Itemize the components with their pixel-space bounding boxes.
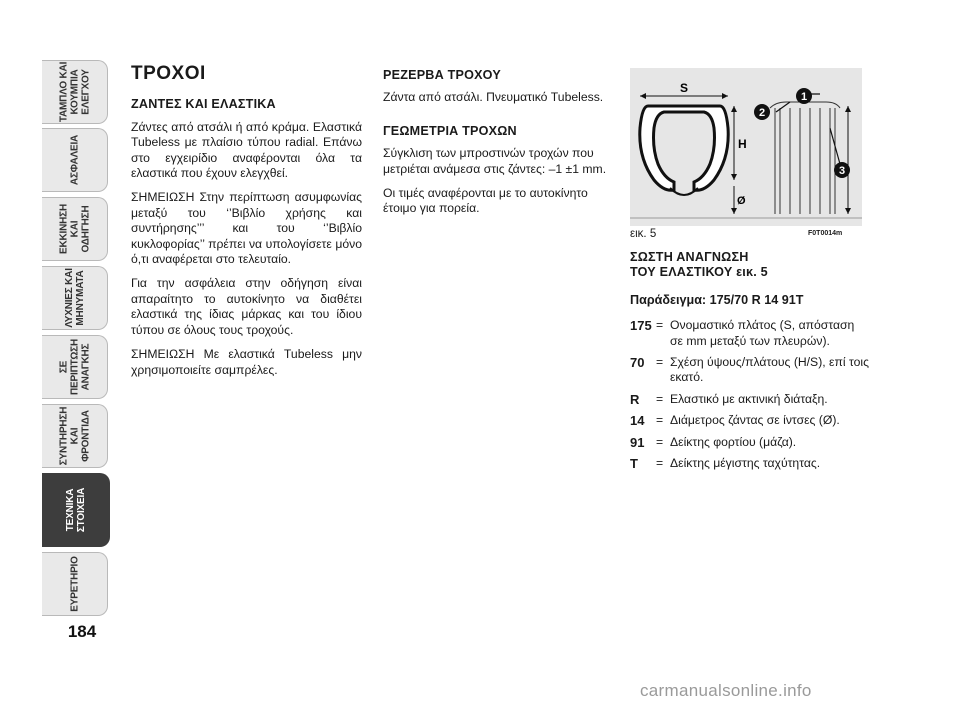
list-item [630, 435, 870, 450]
code-equals: = [656, 434, 664, 449]
paragraph: Οι τιμές αναφέρονται με το αυτοκίνητο έτοιμο για πορεία. [383, 186, 588, 216]
tab-index[interactable] [42, 552, 108, 616]
label-s: S [680, 81, 689, 95]
svg-text:2: 2 [758, 107, 766, 119]
code-key: 70 [630, 355, 645, 371]
heading-line-1: ΣΩΣΤΗ ΑΝΑΓΝΩΣΗ [630, 250, 749, 264]
code-key: T [630, 456, 638, 472]
code-description: Ελαστικό με ακτινική διάταξη. [670, 391, 828, 406]
code-key: 175 [630, 318, 652, 334]
tab-maintenance-care[interactable] [42, 404, 108, 468]
section-heading-tyre-reading [630, 250, 870, 281]
note-paragraph: ΣΗΜΕΙΩΣΗ Στην περίπτωση ασυμφωνίας μεταξύ του ‘’Βιβλίο χρήσης και συντήρησης’’’ και του ‘’Βιβλίο κυκλοφορίας’’ πρέπει να υπολογίσετε μόνο ό,τι αναφέρεται στο τελευταίο. [131, 190, 362, 267]
code-description: Σχέση ύψους/πλάτους (H/S), επί τοις εκατό. [670, 355, 869, 385]
code-key: 14 [630, 413, 645, 429]
tab-label: ΛΥΧΝΙΕΣ ΚΑΙ ΜΗΝΥΜΑΤΑ [63, 268, 86, 328]
code-equals: = [656, 391, 664, 406]
tab-lights-messages[interactable] [42, 266, 108, 330]
code-key: R [630, 391, 640, 407]
list-item [630, 355, 870, 386]
tab-safety[interactable] [42, 128, 108, 192]
page-number: 184 [67, 622, 97, 641]
tab-label: ΕΚΚΙΝΗΣΗ ΚΑΙ ΟΔΗΓΗΣΗ [58, 204, 91, 254]
tab-emergency[interactable] [42, 335, 108, 399]
tyre-diagram [630, 68, 862, 226]
code-equals: = [656, 456, 664, 471]
label-h: H [738, 137, 747, 151]
watermark: carmanualsonline.info [640, 681, 812, 700]
tab-label: ΑΣΦΑΛΕΙΑ [69, 134, 80, 186]
figure-code: F0T0014m [808, 230, 843, 237]
paragraph: Ζάντες από ατσάλι ή από κράμα. Ελαστικά Tubeless με πλαίσιο τύπου radial. Επάνω στο εγχειρίδιο αναφέρονται όλα τα ελαστικά που έχουν ελεγχθεί. [131, 119, 362, 181]
page-title: ΤΡΟΧΟΙ [131, 63, 206, 84]
figure-caption: εικ. 5 [630, 228, 657, 240]
list-item [630, 413, 870, 428]
paragraph: Ζάντα από ατσάλι. Πνευματικό Tubeless. [383, 90, 604, 105]
tyre-example: Παράδειγμα: 175/70 R 14 91T [630, 292, 804, 307]
code-equals: = [656, 413, 664, 428]
svg-text:3: 3 [838, 165, 846, 177]
heading-line-2: ΤΟΥ ΕΛΑΣΤΙΚΟΥ εικ. 5 [630, 265, 768, 280]
code-description: Δείκτης μέγιστης ταχύτητας. [670, 456, 821, 471]
tab-label: ΣΥΝΤΗΡΗΣΗ ΚΑΙ ΦΡΟΝΤΙΔΑ [58, 406, 91, 466]
code-equals: = [656, 318, 664, 333]
note-paragraph: ΣΗΜΕΙΩΣΗ Με ελαστικά Tubeless μην χρησιμοποιείτε σαμπρέλες. [131, 347, 362, 377]
tyre-diagram-svg [630, 68, 862, 226]
tab-label: ΕΥΡΕΤΗΡΙΟ [69, 556, 80, 612]
section-heading-spare-wheel: ΡΕΖΕΡΒΑ ΤΡΟΧΟΥ [383, 68, 501, 82]
tab-dashboard-controls[interactable] [42, 60, 108, 124]
tab-label: ΤΑΜΠΛΟ ΚΑΙ ΚΟΥΜΠΙΑ ΕΛΕΓΧΟΥ [58, 61, 91, 123]
tab-label: ΣΕ ΠΕΡΙΠΤΩΣΗ ΑΝΑΓΚΗΣ [58, 339, 91, 395]
list-item [630, 456, 870, 471]
code-equals: = [656, 355, 664, 370]
list-item [630, 318, 870, 349]
section-heading-wheel-geometry: ΓΕΩΜΕΤΡΙΑ ΤΡΟΧΩΝ [383, 123, 517, 138]
svg-text:1: 1 [800, 91, 808, 103]
left-column [131, 63, 362, 387]
code-description: Διάμετρος ζάντας σε ίντσες (Ø). [670, 413, 840, 428]
label-diameter: Ø [737, 195, 746, 207]
middle-column [383, 68, 615, 226]
code-key: 91 [630, 434, 645, 450]
code-description: Δείκτης φορτίου (μάζα). [670, 434, 797, 449]
section-heading-rims-tyres: ΖΑΝΤΕΣ ΚΑΙ ΕΛΑΣΤΙΚΑ [131, 97, 276, 112]
tyre-reading-section [630, 250, 870, 477]
paragraph: Σύγκλιση των μπροστινών τροχών που μετριέται ανάμεσα στις ζάντες: –1 ±1 mm. [383, 146, 607, 176]
paragraph: Για την ασφάλεια στην οδήγηση είναι απαραίτητο το αυτοκίνητο να διαθέτει ελαστικά της ίδιας μάρκας και του ίδιου τύπου σε όλους τους τροχούς. [131, 276, 362, 337]
code-description: Ονομαστικό πλάτος (S, απόσταση σε mm μεταξύ των πλευρών). [670, 318, 855, 348]
tab-starting-driving[interactable] [42, 197, 108, 261]
tab-technical-data[interactable] [42, 473, 110, 547]
list-item [630, 392, 870, 407]
tab-label: ΤΕΧΝΙΚΑ ΣΤΟΙΧΕΙΑ [64, 487, 87, 533]
